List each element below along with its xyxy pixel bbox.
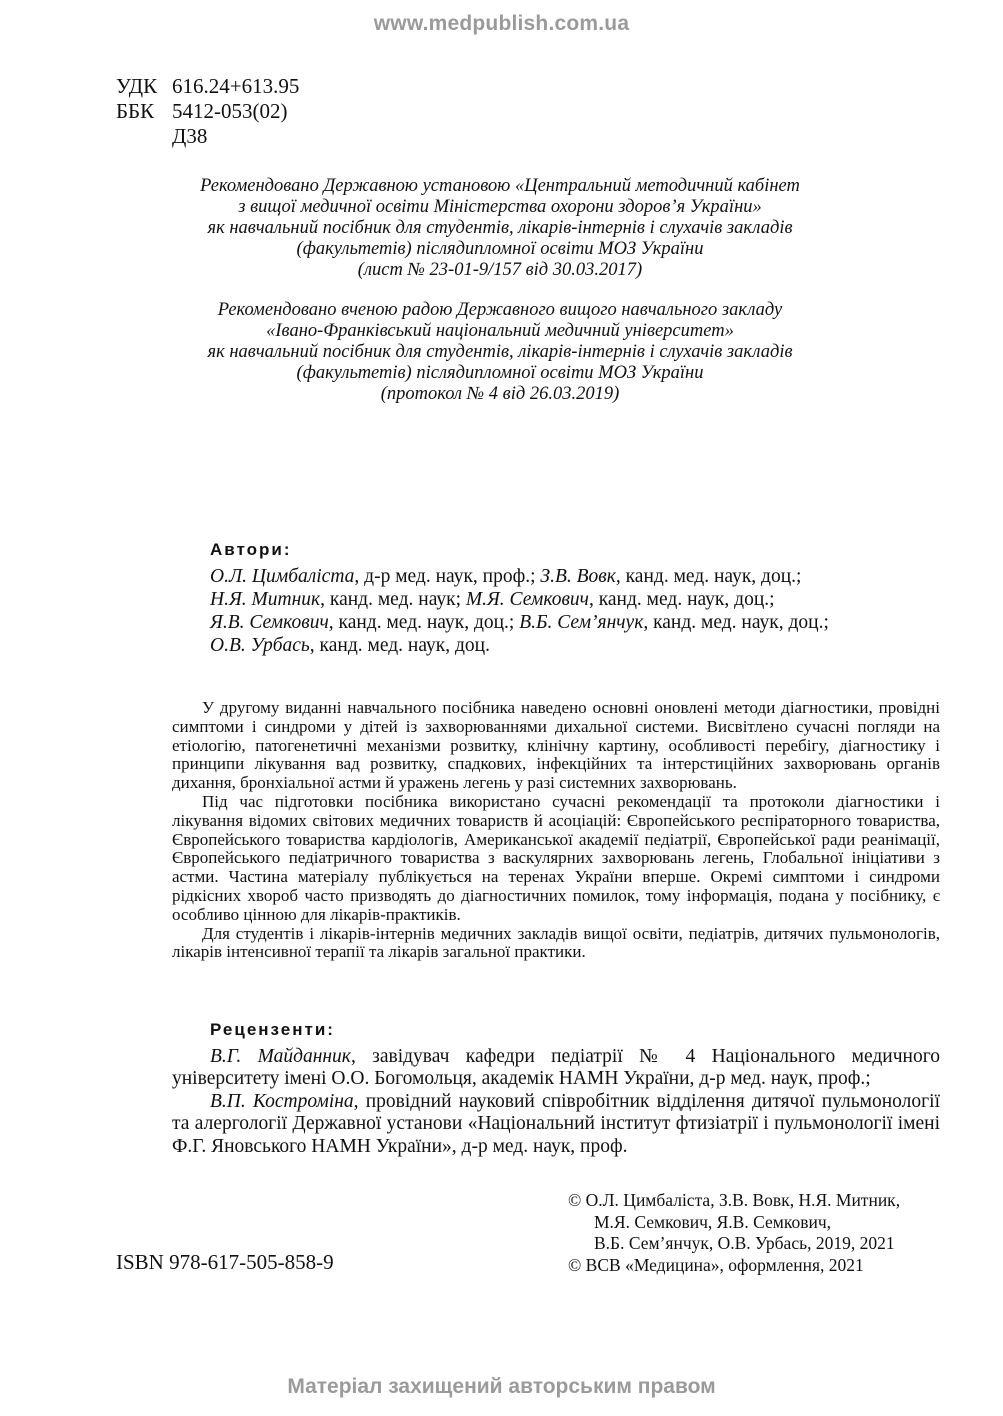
author-credentials: , канд. мед. наук, доц.	[309, 635, 490, 656]
bbk-row	[116, 99, 299, 124]
isbn: ISBN 978-617-505-858-9	[116, 1250, 334, 1274]
authors-line	[210, 634, 910, 657]
reviewers-heading: Рецензенти:	[210, 1020, 335, 1039]
copyright-line: В.Б. Сем’янчук, О.В. Урбась, 2019, 2021	[594, 1233, 895, 1253]
bbk-label: ББК	[116, 99, 155, 123]
recommendation-2	[100, 300, 900, 405]
bbk-value: 5412-053(02)	[172, 99, 288, 123]
reviewer-description: , провідний науковий співробітник відділення дитячої пульмонології та алергології Державної установи «Національний інститут фтизіатрії і пульмонології імені Ф.Г. Яновського НАМН України», д-р мед. наук, проф.	[172, 1090, 940, 1157]
udk-label: УДК	[116, 74, 158, 98]
authors-heading: Автори:	[210, 540, 292, 559]
author-credentials: , канд. мед. наук, доц.;	[643, 612, 829, 633]
abstract-paragraph: Для студентів і лікарів-інтернів медичних закладів вищої освіти, педіатрів, дитячих пульмонологів, лікарів інтенсивної терапії та лікарів загальної практики.	[172, 923, 940, 962]
classification-block	[116, 74, 299, 149]
recommendation-line: (факультетів) післядипломної освіти МОЗ України	[296, 363, 704, 383]
reviewer-entry	[172, 1046, 940, 1091]
author-name: О.В. Урбась	[210, 635, 310, 656]
reviewer-name: В.Г. Майданник	[210, 1045, 351, 1067]
abstract	[172, 699, 940, 962]
copyright-line: © ВСВ «Медицина», оформлення, 2021	[568, 1254, 864, 1275]
author-name: В.Б. Сем’янчук	[519, 612, 644, 633]
author-name: З.В. Вовк	[540, 566, 616, 587]
abstract-paragraph: У другому виданні навчального посібника наведено основні оновлені методи діагностики, провідні симптоми і синдроми у дітей із захворюваннями дихальної системи. Висвітлено сучасні погляди на етіологію, патогенетичні механізми розвитку, клінічну картину, особливості перебігу, діагностику і принципи лікування вад розвитку, спадкових, інфекційних та інтерстиційних захворювань органів дихання, бронхіальної астми й уражень легень у разі системних захворювань.	[172, 698, 940, 793]
author-name: М.Я. Семкович	[465, 589, 589, 610]
abstract-paragraph: Під час підготовки посібника використано сучасні рекомендації та протоколи діагностики і лікування відомих світових медичних товариств й асоціацій: Європейського респіраторного товариства, Європейського товариства кардіологів, Американської академії педіатрії, Європейської ради реанімації, Європейського педіатричного товариства з васкулярних захворювань легень, Глобальної ініціативи з астми. Частина матеріалу публікується на теренах України вперше. Окремі симптоми і синдроми рідкісних хвороб часто призводять до діагностичних помилок, тому інформація, подана у посібнику, є особливо цінною для лікарів-практиків.	[172, 791, 940, 924]
reviewer-entry	[172, 1091, 940, 1159]
recommendation-line: Рекомендовано вченою радою Державного вищого навчального закладу	[217, 300, 783, 320]
reviewer-name: В.П. Костроміна	[210, 1090, 354, 1112]
authors-line	[210, 611, 910, 634]
copyright-line: М.Я. Семкович, Я.В. Семкович,	[594, 1211, 831, 1232]
author-credentials: , д-р мед. наук, проф.;	[354, 566, 541, 587]
author-credentials: , канд. мед. наук, доц.;	[328, 612, 520, 633]
udk-row	[116, 74, 299, 99]
author-credentials: , канд. мед. наук, доц.;	[588, 589, 775, 610]
author-credentials: , канд. мед. наук, доц.;	[615, 566, 802, 587]
recommendation-line: (протокол № 4 від 26.03.2019)	[380, 384, 620, 404]
recommendation-line: (лист № 23-01-9/157 від 30.03.2017)	[357, 260, 643, 280]
recommendation-line: (факультетів) післядипломної освіти МОЗ України	[296, 239, 704, 259]
header-url: www.medpublish.com.ua	[373, 12, 630, 35]
recommendation-line: як навчальний посібник для студентів, лікарів-інтернів і слухачів закладів	[207, 218, 793, 238]
copyright-block	[568, 1190, 958, 1276]
author-name: Н.Я. Митник	[210, 589, 321, 610]
recommendation-line: Рекомендовано Державною установою «Центральний методичний кабінет	[200, 176, 800, 196]
author-mark: Д38	[172, 124, 208, 148]
copyright-line: © О.Л. Цимбаліста, З.В. Вовк, Н.Я. Митник,	[568, 1190, 901, 1210]
author-name: О.Л. Цимбаліста	[210, 566, 355, 587]
authors-section	[210, 538, 910, 657]
author-credentials: , канд. мед. наук;	[320, 589, 466, 610]
authors-line	[210, 588, 910, 611]
reviewers-section	[172, 1019, 940, 1158]
reviewer-description: , завідувач кафедри педіатрії № 4 Національного медичного університету імені О.О. Богомольця, академік НАМН України, д-р мед. наук, проф.;	[172, 1045, 940, 1089]
copyright-watermark: Матеріал захищений авторським правом	[287, 1375, 716, 1398]
author-name: Я.В. Семкович	[210, 612, 329, 633]
recommendation-line: з вищої медичної освіти Міністерства охорони здоров’я України»	[238, 197, 762, 217]
recommendation-1	[100, 176, 900, 281]
recommendation-line: «Івано-Франківський національний медичний університет»	[266, 321, 734, 341]
recommendation-line: як навчальний посібник для студентів, лікарів-інтернів і слухачів закладів	[207, 342, 793, 362]
authors-line	[210, 565, 910, 588]
udk-value: 616.24+613.95	[172, 74, 300, 98]
